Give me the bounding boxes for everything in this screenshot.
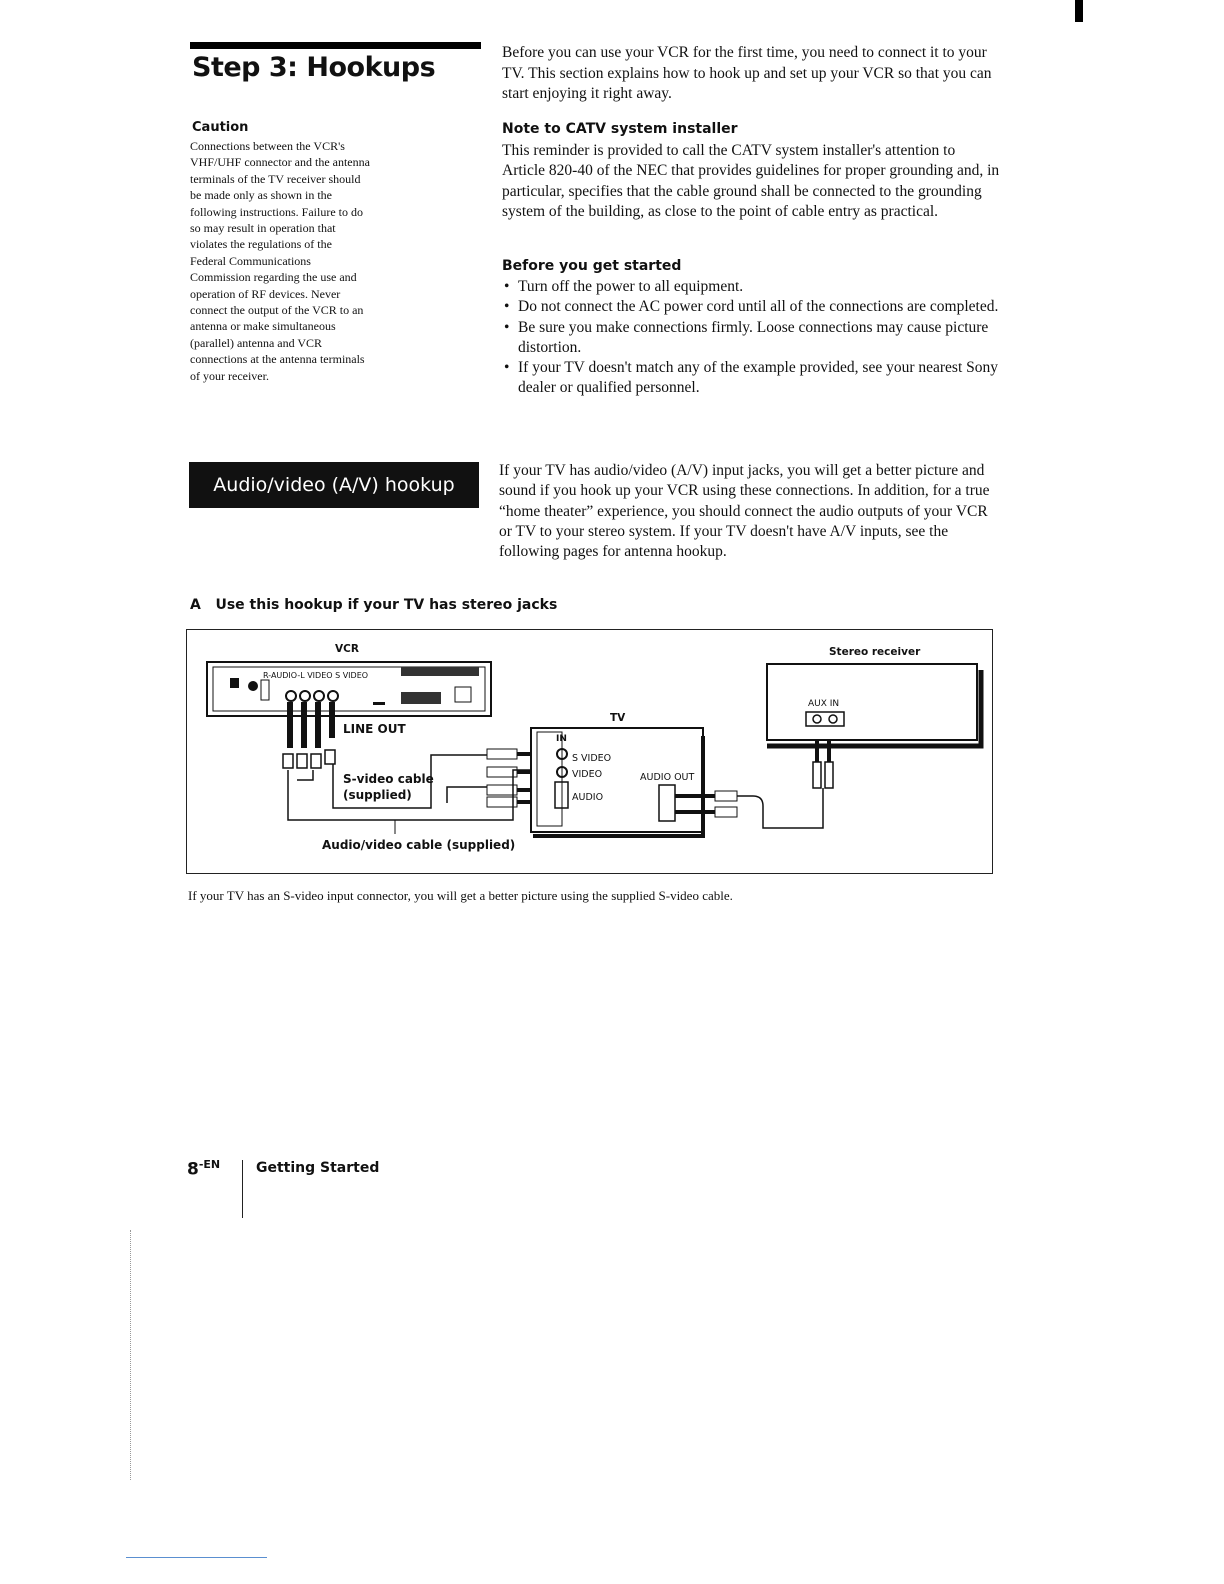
svideo-cable-label: S-video cable xyxy=(343,772,434,786)
svideo-supplied-label: (supplied) xyxy=(343,788,412,802)
vcr-rf-jack xyxy=(248,681,258,691)
caution-heading: Caution xyxy=(192,120,249,135)
list-item: • If your TV doesn't match any of the example provided, see your nearest Sony dealer or qualified personnel. xyxy=(502,358,1002,399)
audio-out-plug-l xyxy=(715,791,737,801)
page-number-value: 8 xyxy=(187,1159,199,1180)
page-number xyxy=(187,1158,220,1180)
footer-section-name: Getting Started xyxy=(256,1160,380,1176)
before-start-list xyxy=(502,277,1002,399)
footer-divider xyxy=(242,1160,243,1218)
vcr-slot xyxy=(373,702,385,705)
vcr-vent-top xyxy=(401,667,479,676)
hookup-heading xyxy=(190,597,557,613)
hookup-diagram xyxy=(186,629,993,874)
cable-audio-l xyxy=(301,702,307,748)
intro-paragraph: Before you can use your VCR for the first time, you need to connect it to your TV. This section explains how to hook up and set up your VCR so that you can start enjoying it right away. xyxy=(502,44,992,102)
title-rule xyxy=(190,42,481,49)
bottom-link-rule xyxy=(126,1557,267,1558)
tv-label: TV xyxy=(610,712,626,724)
tv-audio-label: AUDIO xyxy=(572,792,604,803)
list-item: • Be sure you make connections firmly. Loose connections may cause picture distortion. xyxy=(502,318,1002,359)
diagram-caption: If your TV has an S-video input connector, you will get a better picture using the supplied S-video cable. xyxy=(188,888,733,903)
scan-margin-dots xyxy=(130,1230,132,1480)
tv-video-label: VIDEO xyxy=(572,769,603,780)
before-start-heading: Before you get started xyxy=(502,258,682,274)
vcr-power-jack xyxy=(230,678,239,688)
av-hookup-banner: Audio/video (A/V) hookup xyxy=(189,462,479,508)
list-item: • Do not connect the AC power cord until all of the connections are completed. xyxy=(502,297,1002,317)
receiver-label: Stereo receiver xyxy=(829,646,921,658)
tv-in-label: IN xyxy=(556,734,567,744)
av-cable-branch xyxy=(297,770,313,780)
list-item: • Turn off the power to all equipment. xyxy=(502,277,1002,297)
catv-heading: Note to CATV system installer xyxy=(502,121,738,137)
vcr-ports-label: R-AUDIO-L VIDEO S VIDEO xyxy=(263,671,369,680)
vcr-vent-bottom xyxy=(401,692,441,704)
cable-plugs xyxy=(283,750,335,768)
av-body: If your TV has audio/video (A/V) input jacks, you will get a better picture and sound if you hook up your VCR using these connections. In addition, for a true “home theater” experience, you should connect the audio outputs of your VCR or TV to your stereo system. If your TV doesn't have A/V inputs, see the following pages for antenna hookup. xyxy=(499,462,990,561)
caution-body: Connections between the VCR's VHF/UHF connector and the antenna terminals of the TV receiver should be made only as shown in the following instructions. Failure to do so may result in operation that violates the regulations of the Federal Communications Commission regarding the use and operation of RF devices. Never connect the output of the VCR to an antenna or make simultaneous (parallel) antenna and VCR connections at the antenna terminals of your receiver. xyxy=(190,139,370,383)
hookup-letter: A xyxy=(190,597,201,613)
line-out-label: LINE OUT xyxy=(343,722,406,736)
receiver-body xyxy=(767,664,977,740)
audio-out-plug-r xyxy=(715,807,737,817)
tv-svideo-label: S VIDEO xyxy=(572,753,612,764)
vcr-label: VCR xyxy=(335,643,359,655)
audio-out-cable xyxy=(737,788,823,828)
hookup-title: Use this hookup if your TV has stereo jacks xyxy=(215,597,558,613)
av-cable-label: Audio/video cable (supplied) xyxy=(322,838,516,852)
receiver-plug-r xyxy=(825,762,833,788)
page-title: Step 3: Hookups xyxy=(192,52,436,83)
page-number-suffix: -EN xyxy=(198,1158,221,1171)
page-edge-marker xyxy=(1075,0,1083,22)
tv-audio-out-label: AUDIO OUT xyxy=(640,772,695,783)
aux-in-label: AUX IN xyxy=(808,699,840,709)
cable-audio-r xyxy=(287,702,293,748)
cable-video xyxy=(315,702,321,748)
plug-svideo xyxy=(487,749,517,759)
catv-body: This reminder is provided to call the CATV system installer's attention to Article 820-40 of the NEC that provides guidelines for proper grounding and, in particular, specifies that the cable ground shall be connected to the grounding system of the building, as close to the point of cable entry as practical. xyxy=(502,142,1000,220)
receiver-plug-l xyxy=(813,762,821,788)
svideo-branch xyxy=(447,787,487,803)
cable-svideo xyxy=(329,702,335,738)
